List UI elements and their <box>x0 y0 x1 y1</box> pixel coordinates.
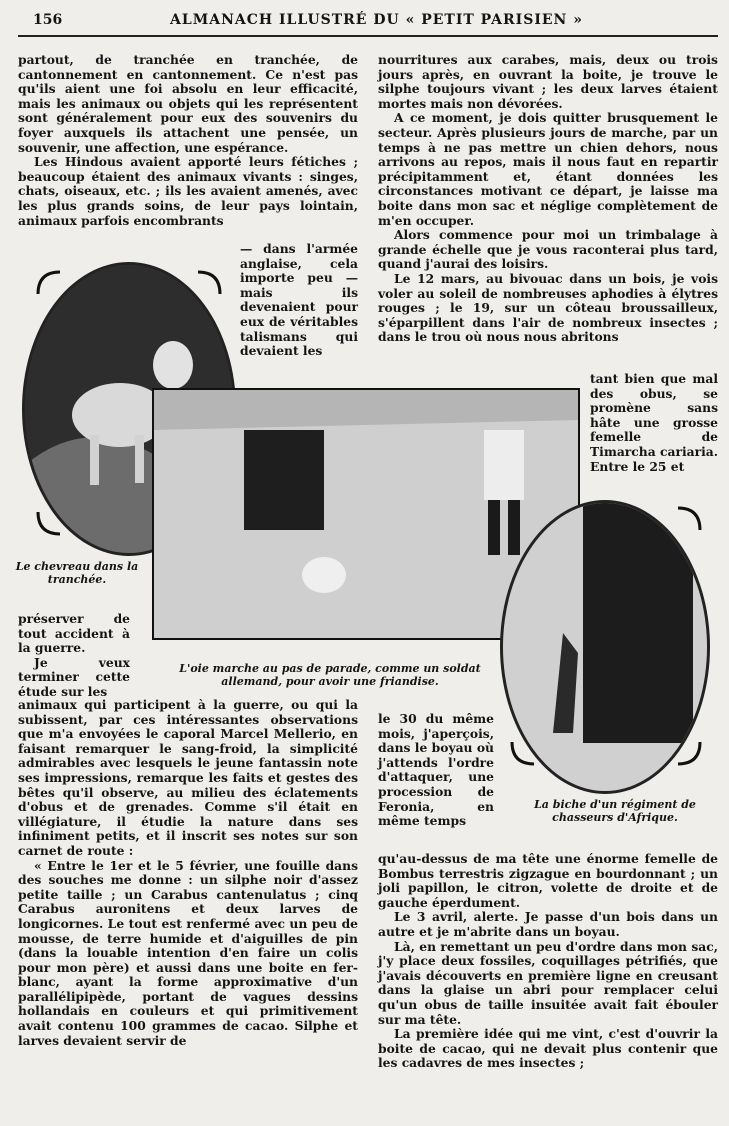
page-number: 156 <box>33 12 63 28</box>
right-column-narrow <box>590 372 718 482</box>
paragraph: tant bien que mal des obus, se promène sans hâte une grosse femelle de Timarcha cariaria. Entre le 25 et <box>590 371 718 474</box>
header-rule <box>18 35 718 37</box>
left-column-top <box>18 53 358 253</box>
paragraph: animaux qui participent à la guerre, ou qui la subissent, par ces intéressantes observations que m'a envoyées le caporal Marcel Mellerio, en faisant remarquer le sang-froid, la simplicité admirables avec lesquels le jeune fantassin note ses impressions, remarque les faits et gestes des bêtes qu'il observe, au milieu des éclatements d'obus et de grenades. Comme s'il était en villégiature, il étudie la nature dans ses infiniment petits, et il inscrit ses notes sur son carnet de route : <box>18 697 358 858</box>
paragraph: « Entre le 1er et le 5 février, une fouille dans des souches me donne : un silphe noir d'assez petite taille ; un Carabus cantenulatus ; cinq Carabus auronitens et deux larves de longicornes. Le tout est renfermé avec un peu de mousse, de terre humide et d'aiguilles de pin (dans la louable intention d'en faire un colis pour mon père) et aussi dans une boite en fer-blanc, ayant la forme approximative d'un parallélipipède, portant de vagues dessins hollandais en couleurs et qui primitivement avait contenu 100 grammes de cacao. Silphe et larves devaient servir de <box>18 857 358 1048</box>
ornament-icon <box>196 270 222 296</box>
paragraph: Alors commence pour moi un trimbalage à grande échelle que je vous raconterai plus tard, quand j'aurai des loisirs. <box>378 227 718 272</box>
paragraph: Là, en remettant un peu d'ordre dans mon sac, j'y place deux fossiles, coquillages pétrifiés, que j'avais découverts en première ligne en creusant dans la glaise un abri pour remplacer celui qu'un obus de taille insuitée avait fait ébouler sur ma tête. <box>378 938 718 1027</box>
ornament-icon <box>676 506 702 532</box>
paragraph: A ce moment, je dois quitter brusquement le secteur. Après plusieurs jours de marche, par un temps à ne pas mettre un chien dehors, nous arrivons au repos, mais il nous faut en repartir précipitamment et, étant données les circonstances motivant ce départ, je laisse ma boite dans mon sac et néglige complètement de m'en occuper. <box>378 110 718 228</box>
paragraph: nourritures aux carabes, mais, deux ou trois jours après, en ouvrant la boite, je trouve le silphe toujours vivant ; les deux larves étaient mortes mais non dévorées. <box>378 52 718 111</box>
paragraph: Le 12 mars, au bivouac dans un bois, je vois voler au soleil de nombreuses aphodies à élytres rouges ; le 19, sur un côteau broussailleux, s'éparpillent dans l'air de nombreux insectes ; dans le trou où nous nous abritons <box>378 270 718 345</box>
paragraph: — dans l'armée anglaise, cela importe peu — mais ils devenaient pour eux de véritables talismans qui devaient les <box>240 241 358 359</box>
caption-chevreau: Le chevreau dans la tranchée. <box>15 560 139 586</box>
paragraph: Je veux terminer cette étude sur les <box>18 654 130 699</box>
ornament-icon <box>36 270 62 296</box>
paragraph: La première idée qui me vint, c'est d'ouvrir la boite de cacao, qui ne devait plus contenir que les cadavres de mes insectes ; <box>378 1026 718 1071</box>
right-column-top <box>378 53 718 373</box>
paragraph: partout, de tranchée en tranchée, de cantonnement en cantonnement. Ce n'est pas qu'ils aient une foi absolu en leur efficacité, mais les animaux ou objets qui les représentent sont généralement pour eux des souvenirs du foyer auxquels ils attachent une pensée, un souvenir, une affection, une espérance. <box>18 52 358 155</box>
ornament-icon <box>676 740 702 766</box>
left-column-bottom <box>18 698 358 1118</box>
running-title: ALMANACH ILLUSTRÉ DU « PETIT PARISIEN » <box>170 12 583 28</box>
ornament-icon <box>510 740 536 766</box>
left-column-narrow <box>240 242 358 382</box>
right-column-bottom <box>378 852 718 1118</box>
paragraph: qu'au-dessus de ma tête une énorme femelle de Bombus terrestris zigzague en bourdonnant ; un joli papillon, le citron, volette de droite et de gauche éperdument. <box>378 851 718 910</box>
paragraph: le 30 du même mois, j'aperçois, dans le boyau où j'attends l'ordre d'attaquer, une procession de Feronia, en même temps <box>378 711 494 829</box>
page-header <box>0 10 729 36</box>
paragraph: Les Hindous avaient apporté leurs fétiches ; beaucoup étaient des animaux vivants : singes, chats, oiseaux, etc. ; ils les avaient amenés, avec les plus grands soins, de leur pays lointain, animaux parfois encombrants <box>18 154 358 228</box>
caption-oie: L'oie marche au pas de parade, comme un soldat allemand, pour avoir une friandise. <box>179 662 481 688</box>
right-column-mid-narrow <box>378 712 494 829</box>
caption-biche: La biche d'un régiment de chasseurs d'Afrique. <box>534 798 696 824</box>
ornament-icon <box>36 510 62 536</box>
paragraph: préserver de tout accident à la guerre. <box>18 611 130 656</box>
paragraph: Le 3 avril, alerte. Je passe d'un bois dans un autre et je m'abrite dans un boyau. <box>378 909 718 939</box>
left-column-mid-narrow <box>18 612 130 700</box>
